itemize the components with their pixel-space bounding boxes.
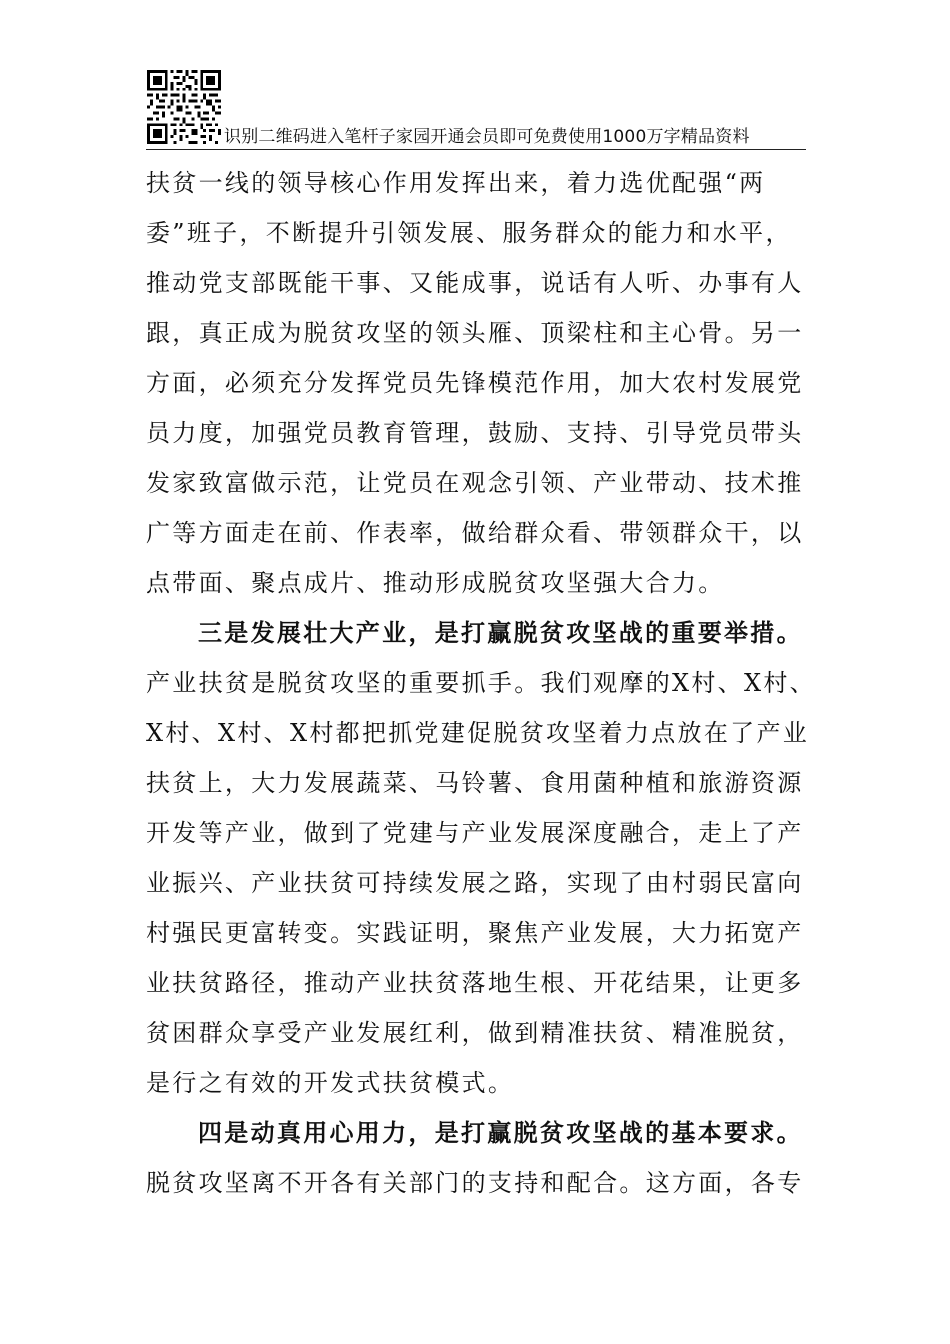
text-line: 开发等产业，做到了党建与产业发展深度融合，走上了产 [146,819,804,847]
page-header [146,70,806,150]
text-line: 贫困群众享受产业发展红利，做到精准扶贫、精准脱贫， [146,1019,804,1047]
text-line: 产业扶贫是脱贫攻坚的重要抓手。我们观摩的X村、X村、 [146,669,816,697]
text-line: 委”班子，不断提升引领发展、服务群众的能力和水平， [146,219,792,247]
section-heading: 四是动真用心用力，是打赢脱贫攻坚战的基本要求。 [198,1118,803,1147]
text-line: 业扶贫路径，推动产业扶贫落地生根、开花结果，让更多 [146,969,804,997]
text-line: 业振兴、产业扶贫可持续发展之路，实现了由村弱民富向 [146,869,804,897]
text-line: 脱贫攻坚离不开各有关部门的支持和配合。这方面，各专 [146,1169,804,1197]
text-line: 跟，真正成为脱贫攻坚的领头雁、顶梁柱和主心骨。另一 [146,319,804,347]
section-heading: 三是发展壮大产业，是打赢脱贫攻坚战的重要举措。 [198,618,803,647]
text-line: X村、X村、X村都把抓党建促脱贫攻坚着力点放在了产业 [146,719,810,747]
text-line: 村强民更富转变。实践证明，聚焦产业发展，大力拓宽产 [146,919,804,947]
header-divider [146,149,806,150]
text-line: 是行之有效的开发式扶贫模式。 [146,1069,515,1097]
text-line: 方面，必须充分发挥党员先锋模范作用，加大农村发展党 [146,369,804,397]
text-line: 员力度，加强党员教育管理，鼓励、支持、引导党员带头 [146,419,804,447]
text-line: 扶贫一线的领导核心作用发挥出来，着力选优配强“两 [146,169,766,197]
qr-code-icon[interactable] [146,70,222,144]
document-body [146,158,816,1208]
text-line: 扶贫上，大力发展蔬菜、马铃薯、食用菌种植和旅游资源 [146,769,804,797]
header-banner-text: 识别二维码进入笔杆子家园开通会员即可免费使用1000万字精品资料 [224,127,750,147]
text-line: 广等方面走在前、作表率，做给群众看、带领群众干，以 [146,519,804,547]
text-line: 发家致富做示范，让党员在观念引领、产业带动、技术推 [146,469,804,497]
text-line: 点带面、聚点成片、推动形成脱贫攻坚强大合力。 [146,569,725,597]
text-line: 推动党支部既能干事、又能成事，说话有人听、办事有人 [146,269,804,297]
